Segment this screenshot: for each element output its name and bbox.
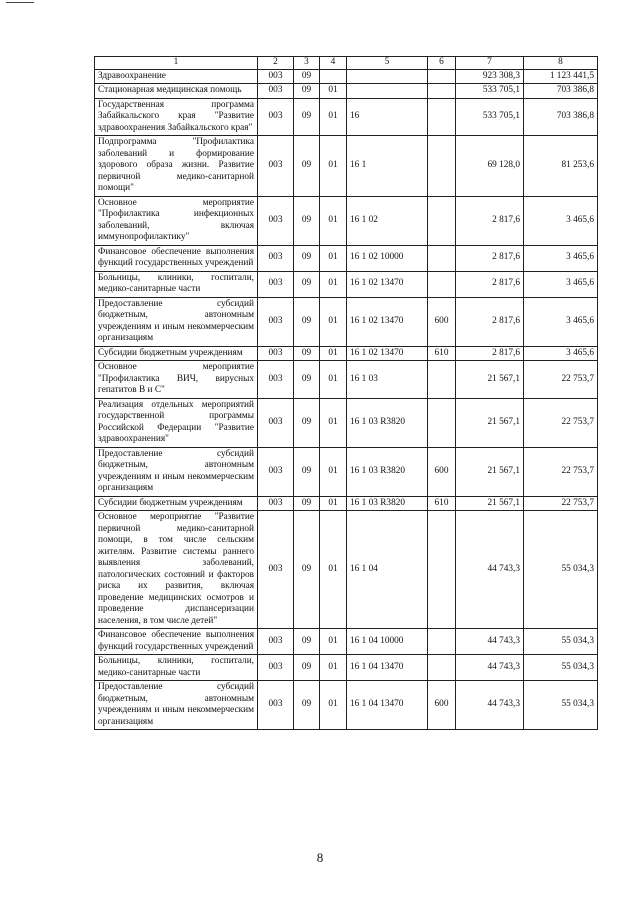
cell-amount-col8: 3 465,6 [524, 245, 598, 271]
cell-section: 09 [294, 346, 320, 361]
cell-subsection: 01 [320, 346, 347, 361]
cell-expense-type [428, 84, 456, 99]
cell-ministry: 003 [258, 655, 294, 681]
header-cell: 6 [428, 57, 456, 70]
row-name: Основное мероприятие "Профилактика инфекционных заболеваний, включая иммунопрофилактику" [95, 196, 258, 245]
cell-amount-col7: 2 817,6 [456, 196, 524, 245]
cell-target-article [347, 84, 428, 99]
cell-section: 09 [294, 69, 320, 84]
cell-amount-col8: 703 386,8 [524, 98, 598, 136]
header-cell: 3 [294, 57, 320, 70]
page-number: 8 [316, 850, 324, 865]
cell-target-article: 16 1 03 R3820 [347, 447, 428, 496]
budget-table [94, 56, 598, 730]
row-name: Стационарная медицинская помощь [95, 84, 258, 99]
cell-amount-col7: 533 705,1 [456, 98, 524, 136]
cell-amount-col8: 703 386,8 [524, 84, 598, 99]
cell-ministry: 003 [258, 271, 294, 297]
cell-section: 09 [294, 447, 320, 496]
cell-ministry: 003 [258, 629, 294, 655]
cell-subsection: 01 [320, 84, 347, 99]
cell-target-article [347, 69, 428, 84]
cell-subsection: 01 [320, 98, 347, 136]
cell-ministry: 003 [258, 496, 294, 511]
cell-ministry: 003 [258, 196, 294, 245]
header-cell: 4 [320, 57, 347, 70]
cell-expense-type [428, 655, 456, 681]
row-name: Больницы, клиники, госпитали, медико-санитарные части [95, 271, 258, 297]
cell-section: 09 [294, 196, 320, 245]
table-row [95, 361, 598, 399]
cell-target-article: 16 1 03 R3820 [347, 398, 428, 447]
row-name: Основное мероприятие "Профилактика ВИЧ, вирусных гепатитов В и С" [95, 361, 258, 399]
table-row [95, 271, 598, 297]
row-name: Предоставление субсидий бюджетным, автономным учреждениям и иным некоммерческим организациям [95, 447, 258, 496]
cell-amount-col8: 55 034,3 [524, 629, 598, 655]
header-cell: 2 [258, 57, 294, 70]
row-name: Предоставление субсидий бюджетным, автономным учреждениям и иным некоммерческим организациям [95, 681, 258, 730]
cell-subsection [320, 69, 347, 84]
cell-section: 09 [294, 511, 320, 629]
cell-ministry: 003 [258, 84, 294, 99]
row-name: Основное мероприятие "Развитие первичной медико-санитарной помощи, в том числе сельским жителям. Развитие системы раннего выявления заболеваний, патологических состояний и факторов риска их развития, включая проведение медицинских осмотров и проведение диспансеризации населения, в том числе детей" [95, 511, 258, 629]
cell-target-article: 16 1 02 13470 [347, 297, 428, 346]
cell-subsection: 01 [320, 655, 347, 681]
cell-section: 09 [294, 84, 320, 99]
cell-ministry: 003 [258, 297, 294, 346]
header-cell: 5 [347, 57, 428, 70]
row-name: Финансовое обеспечение выполнения функций государственных учреждений [95, 245, 258, 271]
cell-target-article: 16 1 04 [347, 511, 428, 629]
row-name: Больницы, клиники, госпитали, медико-санитарные части [95, 655, 258, 681]
cell-target-article: 16 1 02 10000 [347, 245, 428, 271]
cell-amount-col7: 44 743,3 [456, 681, 524, 730]
cell-expense-type [428, 398, 456, 447]
cell-amount-col7: 923 308,3 [456, 69, 524, 84]
header-cell: 8 [524, 57, 598, 70]
cell-expense-type [428, 136, 456, 197]
cell-amount-col7: 2 817,6 [456, 245, 524, 271]
cell-subsection: 01 [320, 511, 347, 629]
row-name: Финансовое обеспечение выполнения функций государственных учреждений [95, 629, 258, 655]
table-row [95, 681, 598, 730]
row-name: Государственная программа Забайкальского края "Развитие здравоохранения Забайкальского края" [95, 98, 258, 136]
row-name: Подпрограмма "Профилактика заболеваний и формирование здорового образа жизни. Развитие первичной медико-санитарной помощи" [95, 136, 258, 197]
cell-expense-type [428, 361, 456, 399]
cell-section: 09 [294, 681, 320, 730]
cell-amount-col7: 69 128,0 [456, 136, 524, 197]
cell-subsection: 01 [320, 681, 347, 730]
cell-ministry: 003 [258, 346, 294, 361]
cell-ministry: 003 [258, 361, 294, 399]
cell-subsection: 01 [320, 297, 347, 346]
corner-mark [6, 2, 34, 3]
cell-subsection: 01 [320, 245, 347, 271]
cell-ministry: 003 [258, 398, 294, 447]
cell-ministry: 003 [258, 98, 294, 136]
cell-amount-col8: 22 753,7 [524, 361, 598, 399]
cell-section: 09 [294, 98, 320, 136]
cell-target-article: 16 1 02 [347, 196, 428, 245]
cell-expense-type: 600 [428, 681, 456, 730]
cell-section: 09 [294, 271, 320, 297]
cell-amount-col8: 3 465,6 [524, 297, 598, 346]
cell-amount-col8: 22 753,7 [524, 398, 598, 447]
cell-expense-type [428, 69, 456, 84]
cell-target-article: 16 [347, 98, 428, 136]
cell-subsection: 01 [320, 496, 347, 511]
cell-amount-col8: 55 034,3 [524, 681, 598, 730]
cell-section: 09 [294, 629, 320, 655]
cell-subsection: 01 [320, 447, 347, 496]
table-header [95, 57, 598, 70]
cell-expense-type [428, 98, 456, 136]
table-row [95, 297, 598, 346]
cell-amount-col7: 2 817,6 [456, 346, 524, 361]
table-row [95, 629, 598, 655]
cell-section: 09 [294, 398, 320, 447]
cell-amount-col7: 44 743,3 [456, 511, 524, 629]
table-row [95, 346, 598, 361]
cell-amount-col8: 3 465,6 [524, 346, 598, 361]
table-row [95, 398, 598, 447]
cell-amount-col8: 1 123 441,5 [524, 69, 598, 84]
table-row [95, 69, 598, 84]
table-row [95, 245, 598, 271]
cell-amount-col8: 55 034,3 [524, 511, 598, 629]
cell-target-article: 16 1 04 13470 [347, 655, 428, 681]
cell-amount-col8: 81 253,6 [524, 136, 598, 197]
cell-amount-col7: 2 817,6 [456, 297, 524, 346]
cell-subsection: 01 [320, 271, 347, 297]
cell-amount-col7: 21 567,1 [456, 447, 524, 496]
table-row [95, 496, 598, 511]
row-name: Реализация отдельных мероприятий государственной программы Российской Федерации "Развитие здравоохранения" [95, 398, 258, 447]
cell-amount-col7: 21 567,1 [456, 361, 524, 399]
cell-subsection: 01 [320, 398, 347, 447]
cell-expense-type [428, 196, 456, 245]
table-row [95, 136, 598, 197]
cell-section: 09 [294, 245, 320, 271]
cell-section: 09 [294, 655, 320, 681]
table-row [95, 655, 598, 681]
cell-amount-col7: 2 817,6 [456, 271, 524, 297]
cell-subsection: 01 [320, 629, 347, 655]
header-cell: 7 [456, 57, 524, 70]
table-body [95, 69, 598, 730]
cell-expense-type: 600 [428, 297, 456, 346]
cell-ministry: 003 [258, 681, 294, 730]
row-name: Субсидии бюджетным учреждениям [95, 496, 258, 511]
cell-amount-col8: 22 753,7 [524, 447, 598, 496]
cell-amount-col7: 44 743,3 [456, 629, 524, 655]
header-row [95, 57, 598, 70]
table-row [95, 511, 598, 629]
cell-target-article: 16 1 02 13470 [347, 271, 428, 297]
table-row [95, 84, 598, 99]
cell-expense-type [428, 511, 456, 629]
cell-subsection: 01 [320, 361, 347, 399]
cell-amount-col8: 55 034,3 [524, 655, 598, 681]
cell-amount-col8: 3 465,6 [524, 271, 598, 297]
cell-target-article: 16 1 04 13470 [347, 681, 428, 730]
cell-ministry: 003 [258, 69, 294, 84]
cell-section: 09 [294, 361, 320, 399]
cell-section: 09 [294, 136, 320, 197]
cell-expense-type [428, 629, 456, 655]
cell-target-article: 16 1 04 10000 [347, 629, 428, 655]
cell-amount-col7: 44 743,3 [456, 655, 524, 681]
row-name: Субсидии бюджетным учреждениям [95, 346, 258, 361]
row-name: Здравоохранение [95, 69, 258, 84]
cell-section: 09 [294, 297, 320, 346]
cell-section: 09 [294, 496, 320, 511]
table-row [95, 196, 598, 245]
cell-expense-type: 610 [428, 496, 456, 511]
cell-target-article: 16 1 03 [347, 361, 428, 399]
cell-subsection: 01 [320, 196, 347, 245]
cell-target-article: 16 1 [347, 136, 428, 197]
row-name: Предоставление субсидий бюджетным, автономным учреждениям и иным некоммерческим организациям [95, 297, 258, 346]
cell-ministry: 003 [258, 511, 294, 629]
cell-expense-type [428, 245, 456, 271]
cell-amount-col8: 3 465,6 [524, 196, 598, 245]
cell-expense-type: 600 [428, 447, 456, 496]
header-cell: 1 [95, 57, 258, 70]
cell-subsection: 01 [320, 136, 347, 197]
cell-target-article: 16 1 02 13470 [347, 346, 428, 361]
cell-amount-col7: 21 567,1 [456, 496, 524, 511]
cell-ministry: 003 [258, 447, 294, 496]
cell-amount-col7: 21 567,1 [456, 398, 524, 447]
cell-target-article: 16 1 03 R3820 [347, 496, 428, 511]
table-row [95, 447, 598, 496]
cell-amount-col8: 22 753,7 [524, 496, 598, 511]
cell-ministry: 003 [258, 245, 294, 271]
cell-amount-col7: 533 705,1 [456, 84, 524, 99]
cell-expense-type [428, 271, 456, 297]
cell-expense-type: 610 [428, 346, 456, 361]
cell-ministry: 003 [258, 136, 294, 197]
table-row [95, 98, 598, 136]
